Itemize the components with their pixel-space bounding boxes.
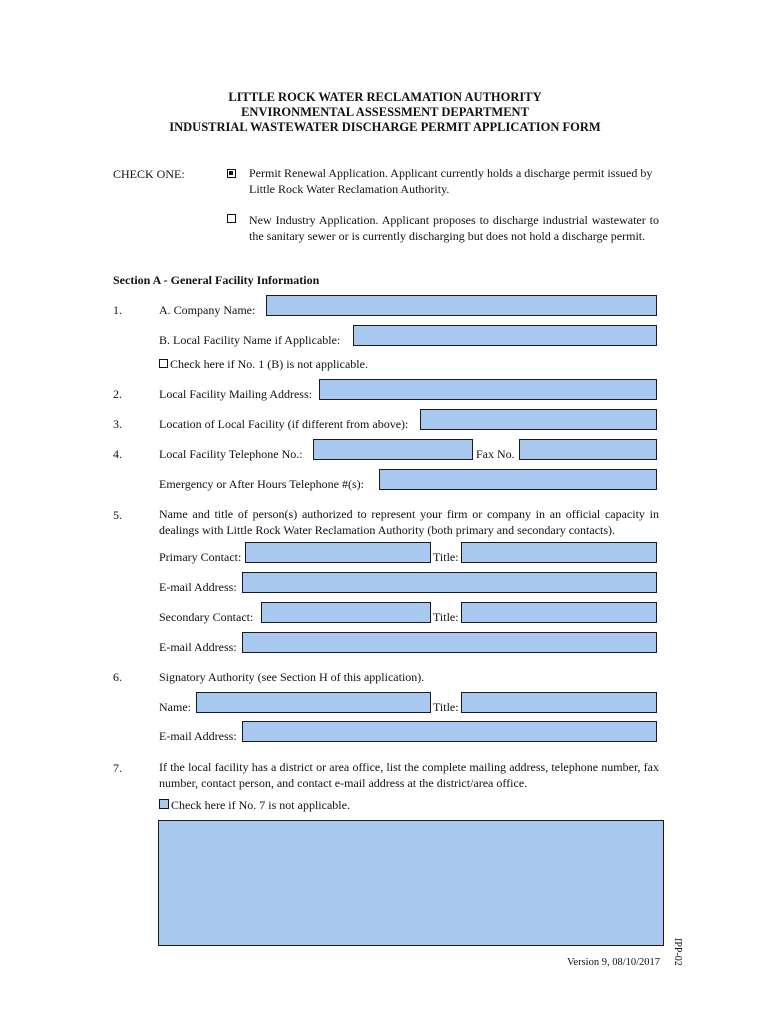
renewal-text: Permit Renewal Application. Applicant currently holds a discharge permit issued by Little Rock Water Reclamation Authority. (249, 166, 653, 196)
q4-number: 4. (113, 447, 122, 461)
header-line-1: LITTLE ROCK WATER RECLAMATION AUTHORITY (228, 90, 542, 104)
q1-number: 1. (113, 303, 122, 317)
q7-not-applicable-checkbox[interactable] (159, 799, 169, 809)
mailing-address-field[interactable] (319, 379, 657, 400)
q7-text: If the local facility has a district or area office, list the complete mailing address, telephone number, fax number, contact person, and contact e-mail address at the district/area office. (159, 760, 659, 790)
secondary-title-label: Title: (433, 610, 459, 624)
telephone-label: Local Facility Telephone No.: (159, 447, 303, 461)
q5-number: 5. (113, 508, 122, 522)
header-line-2: ENVIRONMENTAL ASSESSMENT DEPARTMENT (241, 105, 529, 119)
q7-number: 7. (113, 761, 122, 775)
primary-contact-field[interactable] (245, 542, 431, 563)
fax-field[interactable] (519, 439, 657, 460)
signatory-name-label: Name: (159, 700, 191, 714)
facility-location-field[interactable] (420, 409, 657, 430)
signatory-title-label: Title: (433, 700, 459, 714)
q2-number: 2. (113, 387, 122, 401)
q3-number: 3. (113, 417, 122, 431)
primary-contact-label: Primary Contact: (159, 550, 242, 564)
primary-email-label: E-mail Address: (159, 580, 237, 594)
section-a-title: Section A - General Facility Information (113, 273, 320, 287)
signatory-authority-label: Signatory Authority (see Section H of this application). (159, 670, 425, 684)
new-industry-text: New Industry Application. Applicant proposes to discharge industrial wastewater to the sanitary sewer or is currently discharging but does not hold a discharge permit. (249, 213, 659, 243)
company-name-field[interactable] (266, 295, 657, 316)
signatory-title-field[interactable] (461, 692, 657, 713)
q1b-not-applicable-checkbox[interactable] (159, 359, 168, 368)
fax-label: Fax No. (476, 447, 515, 461)
q6-number: 6. (113, 670, 122, 684)
form-header (0, 90, 770, 135)
version-label: Version 9, 08/10/2017 (567, 957, 661, 968)
renewal-checkbox[interactable] (227, 169, 236, 178)
primary-email-field[interactable] (242, 572, 657, 593)
local-facility-name-label: B. Local Facility Name if Applicable: (159, 333, 341, 347)
signatory-email-field[interactable] (242, 721, 657, 742)
q5-text: Name and title of person(s) authorized to represent your firm or company in an official capacity in dealings with Little Rock Water Reclamation Authority (both primary and secondary contacts). (159, 507, 659, 537)
mailing-address-label: Local Facility Mailing Address: (159, 387, 312, 401)
signatory-name-field[interactable] (196, 692, 431, 713)
district-office-textarea[interactable] (158, 820, 664, 946)
secondary-contact-field[interactable] (261, 602, 431, 623)
primary-title-field[interactable] (461, 542, 657, 563)
secondary-email-field[interactable] (242, 632, 657, 653)
signatory-email-label: E-mail Address: (159, 729, 237, 743)
telephone-field[interactable] (313, 439, 473, 460)
emergency-phone-field[interactable] (379, 469, 657, 490)
q1b-not-applicable-label: Check here if No. 1 (B) is not applicable. (170, 357, 368, 371)
header-line-3: INDUSTRIAL WASTEWATER DISCHARGE PERMIT APPLICATION FORM (169, 120, 601, 134)
new-industry-checkbox[interactable] (227, 214, 236, 223)
primary-title-label: Title: (433, 550, 459, 564)
facility-location-label: Location of Local Facility (if different from above): (159, 417, 409, 431)
emergency-phone-label: Emergency or After Hours Telephone #(s): (159, 477, 364, 491)
q7-not-applicable-label: Check here if No. 7 is not applicable. (171, 798, 350, 812)
secondary-email-label: E-mail Address: (159, 640, 237, 654)
company-name-label: A. Company Name: (159, 303, 256, 317)
check-one-label: CHECK ONE: (113, 167, 185, 181)
secondary-title-field[interactable] (461, 602, 657, 623)
local-facility-name-field[interactable] (353, 325, 657, 346)
form-code: IPP-02 (672, 938, 683, 966)
secondary-contact-label: Secondary Contact: (159, 610, 254, 624)
